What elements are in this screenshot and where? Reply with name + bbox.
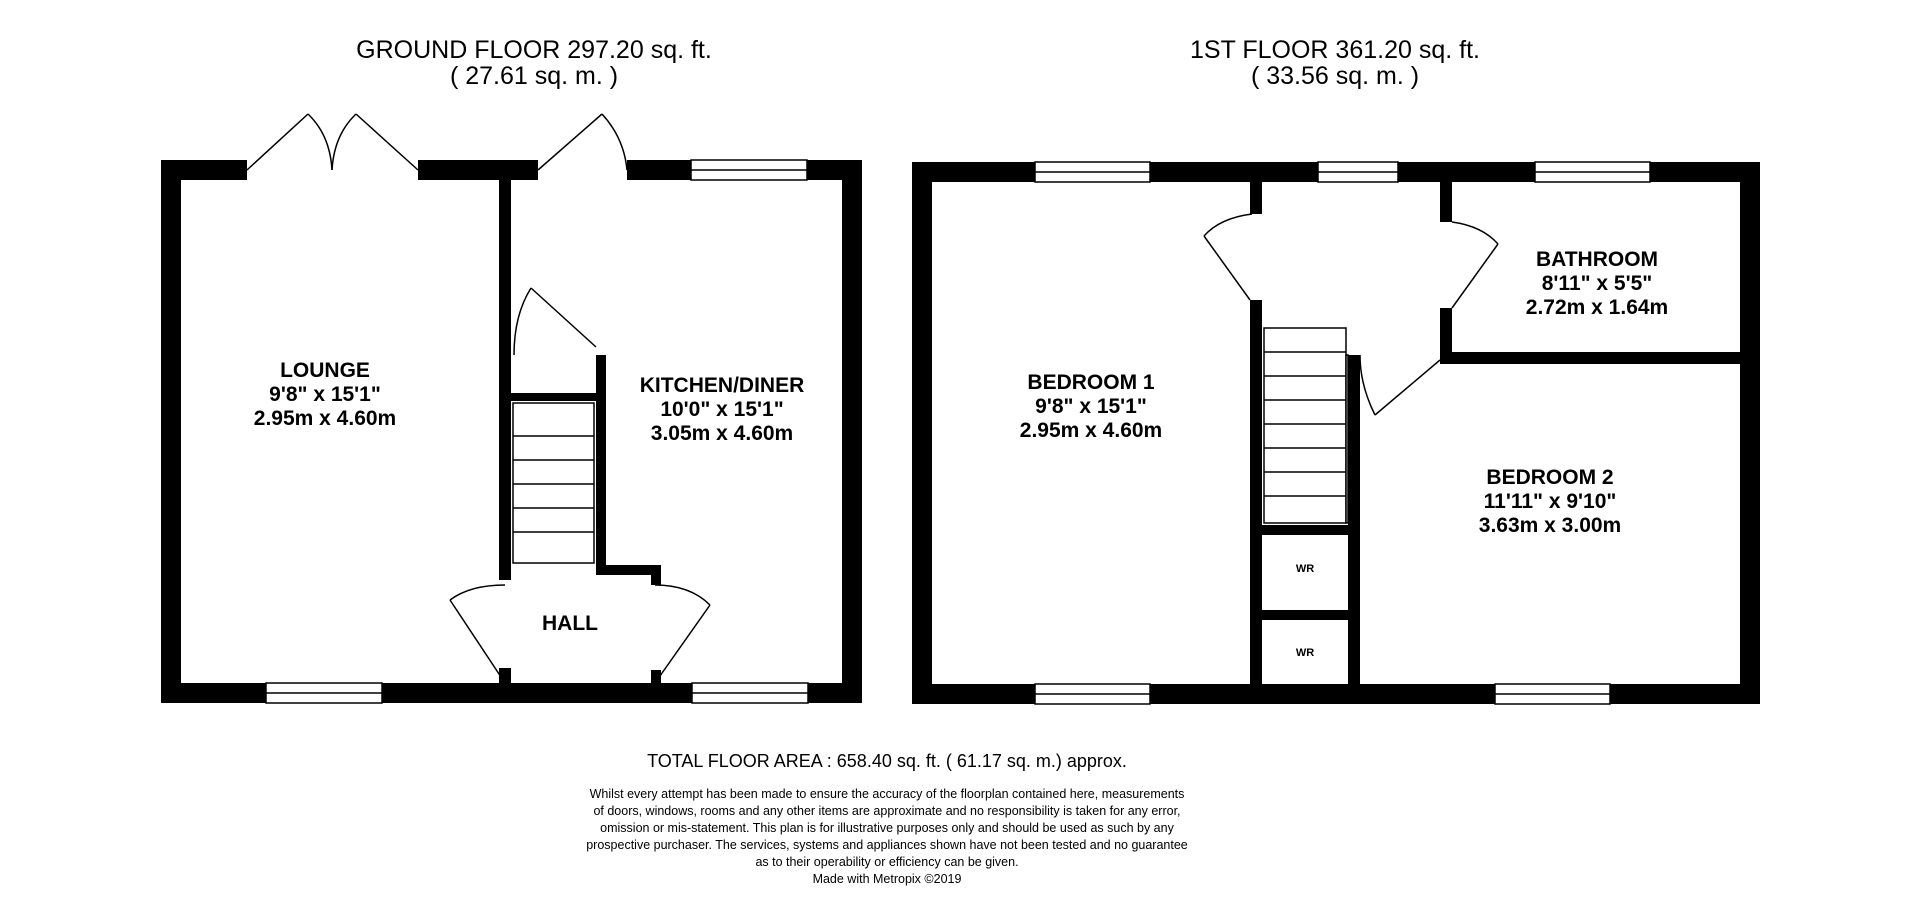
first-floor-subtitle: ( 33.56 sq. m. ) <box>1250 62 1420 90</box>
wall <box>596 355 606 575</box>
room-metric: 2.72m x 1.64m <box>1525 296 1669 319</box>
disclaimer-line: Whilst every attempt has been made to ensure the accuracy of the floorplan contained here, measurements <box>589 787 1185 801</box>
bedroom1-label <box>1020 371 1162 442</box>
disclaimer-line: of doors, windows, rooms and any other items are approximate and no responsibility is taken for any error, <box>593 804 1181 818</box>
room-metric: 2.95m x 4.60m <box>253 407 397 430</box>
room-name: KITCHEN/DINER <box>639 374 805 397</box>
wall <box>1250 300 1262 684</box>
wall <box>161 160 181 703</box>
stair-rail <box>1346 355 1348 523</box>
wall <box>651 565 661 585</box>
room-name: BEDROOM 1 <box>1027 371 1155 394</box>
made-with-credit: Made with Metropix ©2019 <box>812 872 962 886</box>
door-swing <box>1452 222 1498 244</box>
room-name: BATHROOM <box>1535 248 1659 271</box>
hall-door-left <box>450 600 505 683</box>
wall <box>1262 525 1348 535</box>
door-swing <box>1204 214 1252 236</box>
wall <box>1440 182 1452 222</box>
door-swing <box>1360 355 1375 415</box>
wall <box>1262 610 1348 620</box>
hall-door-right <box>655 605 710 683</box>
disclaimer-line: prospective purchaser. The services, systems and appliances shown have not been tested and no guarantee <box>586 838 1188 852</box>
room-metric: 3.63m x 3.00m <box>1478 514 1622 537</box>
door-swing <box>514 288 531 355</box>
total-floor-area: TOTAL FLOOR AREA : 658.40 sq. ft. ( 61.17 sq. m.) approx. <box>647 751 1127 771</box>
disclaimer <box>586 787 1188 886</box>
room-imperial: 9'8" x 15'1" <box>1035 395 1147 418</box>
staircase <box>513 403 594 563</box>
wall <box>511 393 596 401</box>
lounge-label <box>254 359 396 430</box>
hall-door-swing-right <box>655 585 710 605</box>
ground-floor-subtitle: ( 27.61 sq. m. ) <box>449 62 619 90</box>
room-name: BEDROOM 2 <box>1486 466 1614 489</box>
wall <box>1348 355 1360 684</box>
room-name: HALL <box>542 612 598 635</box>
wardrobe-label: WR <box>1295 563 1315 575</box>
hall-door-swing-left <box>450 585 505 600</box>
wall <box>1740 162 1760 704</box>
bedroom2-door <box>1375 360 1440 415</box>
wardrobe-label: WR <box>1295 647 1315 659</box>
first-floor-stairs <box>1264 328 1348 523</box>
bathroom-door <box>1452 244 1498 308</box>
room-imperial: 11'11" x 9'10" <box>1483 490 1617 513</box>
bedroom1-door <box>1204 236 1250 300</box>
door-swing <box>602 114 627 170</box>
bedroom2-label <box>1479 466 1621 537</box>
hall-label <box>542 612 598 635</box>
room-metric: 2.95m x 4.60m <box>1019 419 1163 442</box>
ground-floor-plan <box>161 36 862 703</box>
wall <box>499 180 511 580</box>
french-door-right <box>356 114 418 170</box>
ground-floor-stairs <box>513 403 594 563</box>
room-name: LOUNGE <box>280 359 370 382</box>
cupboard-door <box>531 288 596 347</box>
ground-floor-title: GROUND FLOOR 297.20 sq. ft. <box>356 36 712 64</box>
wall <box>912 162 932 704</box>
disclaimer-line: omission or mis-statement. This plan is for illustrative purposes only and should be used as such by any <box>600 821 1174 835</box>
wall <box>418 160 538 180</box>
french-door-left <box>247 114 308 170</box>
wall <box>1250 182 1262 214</box>
room-imperial: 9'8" x 15'1" <box>269 383 381 406</box>
room-imperial: 8'11" x 5'5" <box>1541 272 1653 295</box>
room-metric: 3.05m x 4.60m <box>650 422 794 445</box>
door-swing <box>308 114 332 170</box>
kitchen-back-door <box>538 114 602 170</box>
kitchen-label <box>640 374 805 445</box>
wall <box>842 160 862 703</box>
staircase <box>1264 328 1346 523</box>
wall <box>1440 352 1740 364</box>
first-floor-title: 1ST FLOOR 361.20 sq. ft. <box>1190 36 1480 64</box>
bathroom-label <box>1526 248 1668 319</box>
disclaimer-line: as to their operability or efficiency can be given. <box>755 855 1019 869</box>
door-swing <box>332 114 356 170</box>
first-floor-plan <box>912 36 1760 704</box>
room-imperial: 10'0" x 15'1" <box>660 398 784 421</box>
